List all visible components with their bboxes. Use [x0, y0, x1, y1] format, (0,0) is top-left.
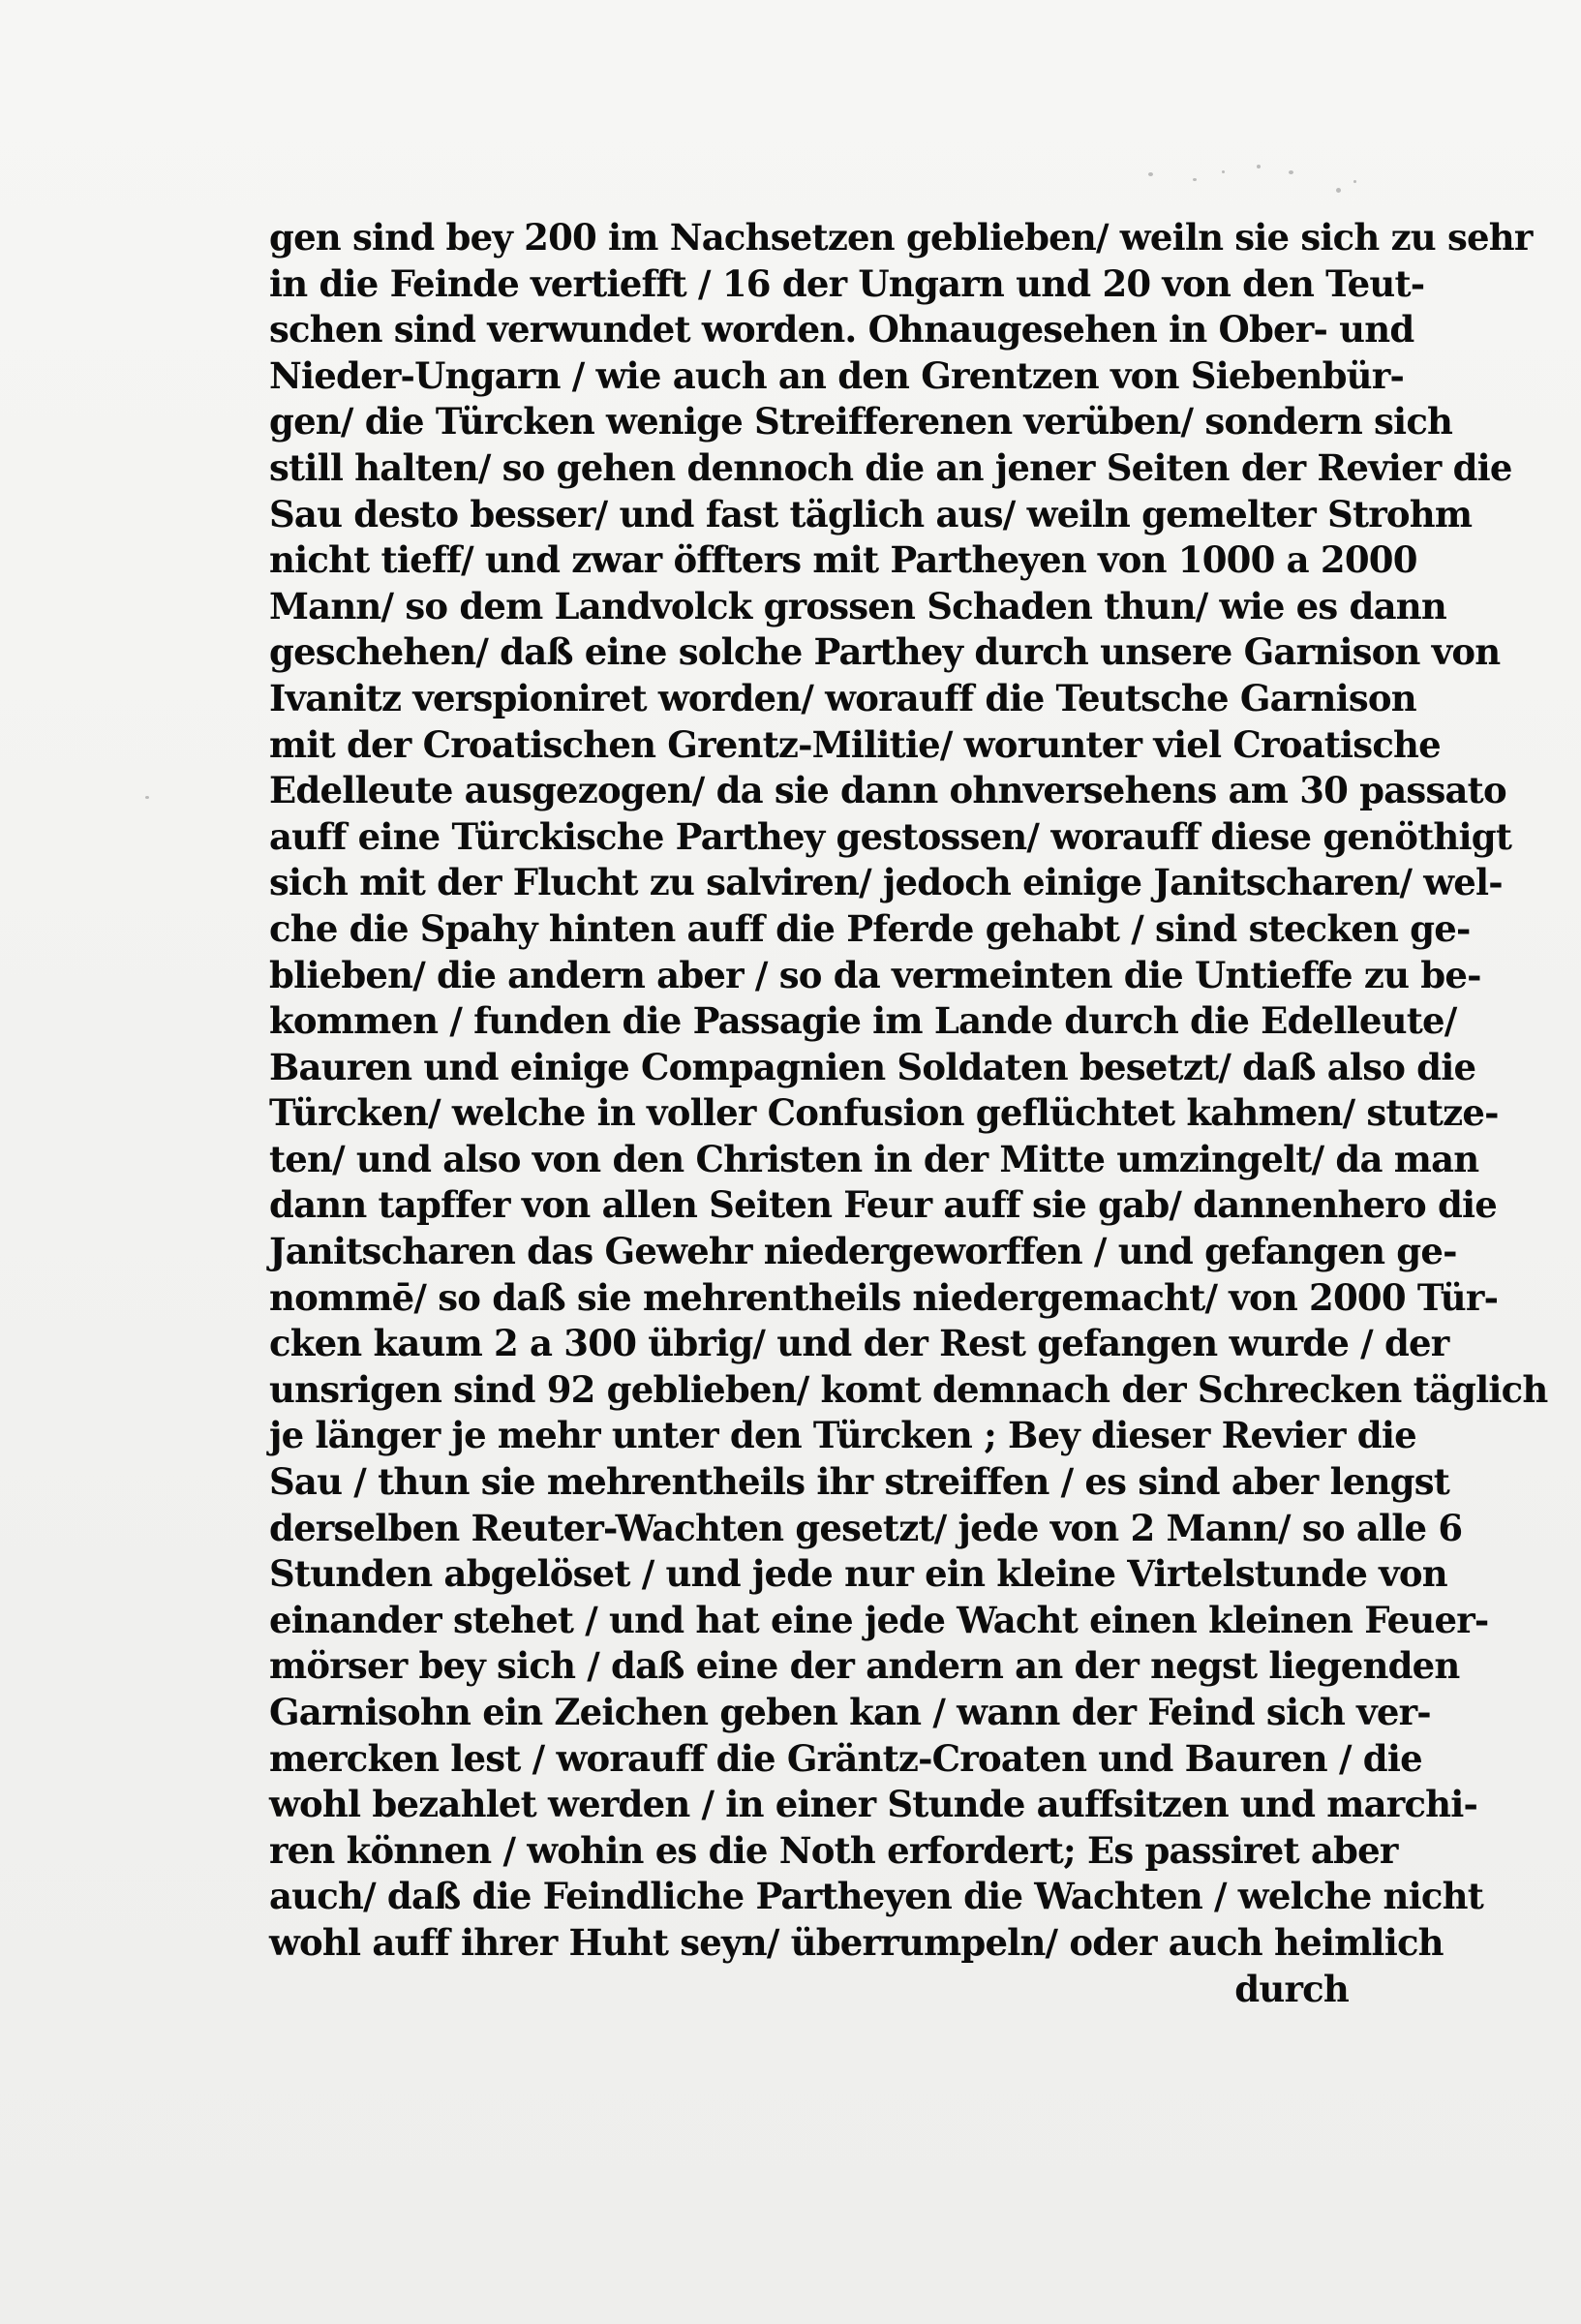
- text-line: unsrigen sind 92 geblieben/ komt demnach der Schrecken täglich: [269, 1367, 1548, 1411]
- text-line: Türcken/ welche in voller Confusion geflüchtet kahmen/ stutze-: [269, 1091, 1499, 1135]
- text-line: nommē/ so daß sie mehrentheils niedergemacht/ von 2000 Tür-: [269, 1275, 1499, 1319]
- text-line: cken kaum 2 a 300 übrig/ und der Rest gefangen wurde / der: [269, 1322, 1449, 1365]
- text-line: schen sind verwundet worden. Ohnaugesehen in Ober- und: [269, 308, 1414, 352]
- text-line: still halten/ so gehen dennoch die an jener Seiten der Revier die: [269, 445, 1512, 489]
- text-line: Nieder-Ungarn / wie auch an den Grentzen von Siebenbür-: [269, 353, 1404, 397]
- text-line: geschehen/ daß eine solche Parthey durch unsere Garnison von: [269, 630, 1501, 674]
- dust-speck: [1193, 178, 1197, 181]
- dust-speck: [1148, 172, 1153, 176]
- text-line: dann tapffer von allen Seiten Feur auff sie gab/ dannenhero die: [269, 1183, 1498, 1227]
- dust-speck: [1353, 180, 1356, 183]
- text-line: Bauren und einige Compagnien Soldaten besetzt/ daß also die: [269, 1045, 1476, 1088]
- text-line: je länger je mehr unter den Türcken ; Bey dieser Revier die: [269, 1414, 1416, 1457]
- text-line: derselben Reuter-Wachten gesetzt/ jede von 2 Mann/ so alle 6: [269, 1506, 1463, 1549]
- text-line: sich mit der Flucht zu salviren/ jedoch einige Janitscharen/ wel-: [269, 861, 1503, 904]
- text-line: Mann/ so dem Landvolck grossen Schaden thun/ wie es dann: [269, 584, 1446, 627]
- text-line: mit der Croatischen Grentz-Militie/ worunter viel Croatische: [269, 722, 1441, 766]
- text-line: gen sind bey 200 im Nachsetzen geblieben/ weiln sie sich zu sehr: [269, 216, 1533, 259]
- catchword: durch: [1234, 1967, 1349, 2010]
- text-line: mörser bey sich / daß eine der andern an der negst liegenden: [269, 1644, 1460, 1688]
- text-line: Garnisohn ein Zeichen geben kan / wann der Feind sich ver-: [269, 1691, 1431, 1733]
- text-line: Ivanitz verspioniret worden/ worauff die Teutsche Garnison: [269, 676, 1416, 719]
- text-line: ten/ und also von den Christen in der Mitte umzingelt/ da man: [269, 1137, 1479, 1180]
- text-line: blieben/ die andern aber / so da vermeinten die Untieffe zu be-: [269, 953, 1481, 996]
- blackletter-text-block: [269, 215, 1548, 2012]
- dust-speck: [145, 796, 149, 799]
- text-line: kommen / funden die Passagie im Lande durch die Edelleute/: [269, 999, 1457, 1043]
- text-line: Sau / thun sie mehrentheils ihr streiffen / es sind aber lengst: [269, 1460, 1450, 1504]
- text-line: gen/ die Türcken wenige Streifferenen verüben/ sondern sich: [269, 400, 1453, 443]
- text-line: wohl bezahlet werden / in einer Stunde auffsitzen und marchi-: [269, 1783, 1478, 1826]
- text-line: wohl auff ihrer Huht seyn/ überrumpeln/ oder auch heimlich: [269, 1920, 1444, 1964]
- text-line: auch/ daß die Feindliche Partheyen die Wachten / welche nicht: [269, 1875, 1483, 1918]
- dust-speck: [1222, 170, 1225, 173]
- dust-speck: [1257, 165, 1261, 168]
- text-line: Sau desto besser/ und fast täglich aus/ weiln gemelter Strohm: [269, 492, 1473, 535]
- text-line: nicht tieff/ und zwar öffters mit Partheyen von 1000 a 2000: [269, 538, 1417, 582]
- text-line: mercken lest / worauff die Gräntz-Croaten und Bauren / die: [269, 1736, 1422, 1780]
- text-line: ren können / wohin es die Noth erfordert; Es passiret aber: [269, 1828, 1398, 1872]
- text-line: Janitscharen das Gewehr niedergeworffen / und gefangen ge-: [269, 1230, 1457, 1273]
- dust-speck: [1289, 170, 1293, 174]
- text-line: einander stehet / und hat eine jede Wacht einen kleinen Feuer-: [269, 1598, 1489, 1641]
- text-line: auff eine Türckische Parthey gestossen/ worauff diese genöthigt: [269, 814, 1512, 858]
- text-line: che die Spahy hinten auff die Pferde gehabt / sind stecken ge-: [269, 906, 1471, 950]
- dust-speck: [1336, 188, 1341, 193]
- text-line: in die Feinde vertiefft / 16 der Ungarn und 20 von den Teut-: [269, 261, 1425, 305]
- text-line: Edelleute ausgezogen/ da sie dann ohnversehens am 30 passato: [269, 769, 1506, 812]
- text-line: Stunden abgelöset / und jede nur ein kleine Virtelstunde von: [269, 1552, 1447, 1596]
